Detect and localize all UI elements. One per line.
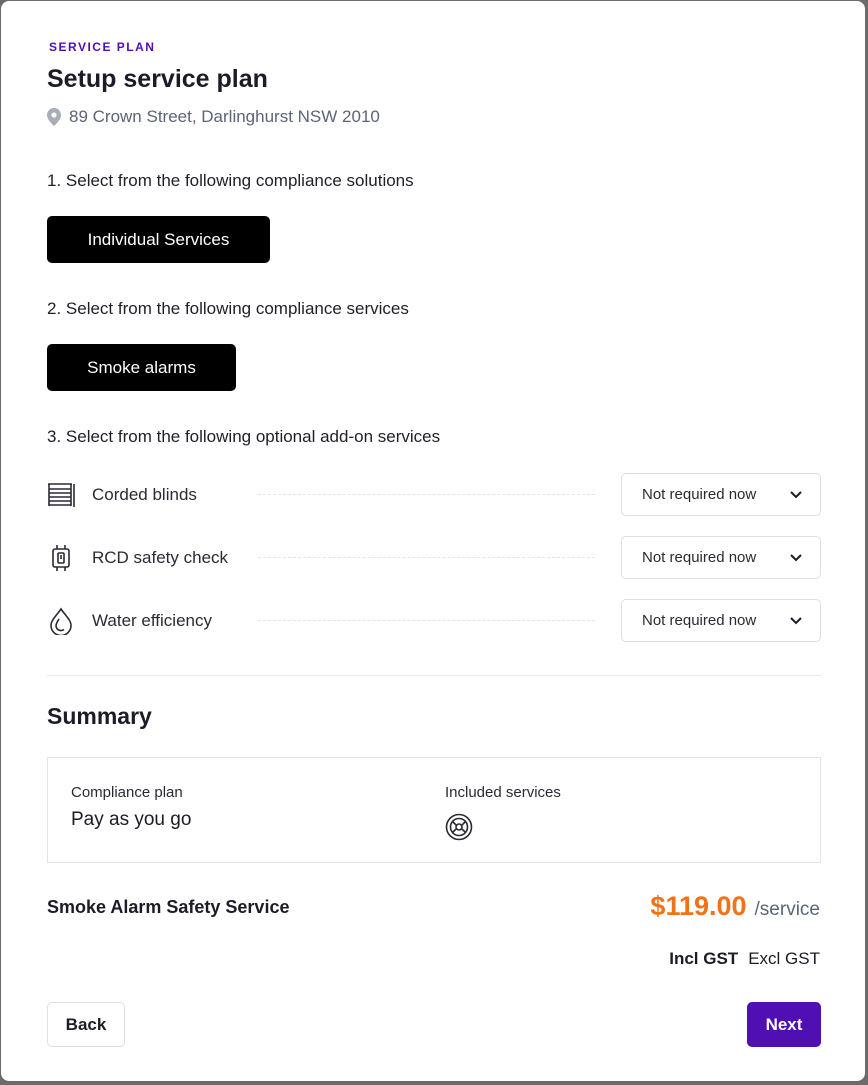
summary-heading: Summary	[47, 703, 152, 729]
step-1-heading: 1. Select from the following compliance solutions	[47, 171, 414, 190]
row-divider	[258, 494, 595, 495]
location-pin-icon	[47, 108, 61, 126]
smoke-alarms-button[interactable]: Smoke alarms	[47, 344, 236, 391]
page-title: Setup service plan	[47, 65, 268, 93]
gst-excl-option[interactable]: Excl GST	[748, 949, 820, 968]
addon-row-water-efficiency	[47, 598, 821, 643]
chevron-down-icon	[790, 486, 802, 503]
address-line	[47, 107, 380, 127]
individual-services-button[interactable]: Individual Services	[47, 216, 270, 263]
gst-incl-option[interactable]: Incl GST	[669, 949, 739, 968]
step-2-heading: 2. Select from the following compliance services	[47, 299, 409, 318]
addon-label: Corded blinds	[92, 484, 197, 504]
water-drop-icon	[47, 607, 75, 635]
price-unit: /service	[754, 899, 820, 920]
select-value: Not required now	[642, 486, 757, 503]
back-button[interactable]: Back	[47, 1002, 125, 1047]
corded-blinds-select[interactable]	[621, 473, 821, 516]
compliance-plan-value: Pay as you go	[71, 809, 192, 830]
addon-row-corded-blinds	[47, 472, 821, 517]
row-divider	[258, 557, 595, 558]
section-divider	[47, 675, 821, 676]
gst-toggle	[669, 949, 820, 969]
step-3-heading: 3. Select from the following optional add-on services	[47, 427, 441, 446]
next-button[interactable]: Next	[747, 1002, 821, 1047]
addon-label: Water efficiency	[92, 610, 212, 630]
summary-card	[47, 757, 821, 863]
rcd-switch-icon	[47, 544, 75, 572]
price-amount: $119.00	[650, 891, 747, 921]
smoke-alarm-icon	[445, 813, 473, 846]
service-name: Smoke Alarm Safety Service	[47, 897, 290, 917]
chevron-down-icon	[790, 549, 802, 566]
rcd-safety-check-select[interactable]	[621, 536, 821, 579]
select-value: Not required now	[642, 549, 757, 566]
compliance-plan-label: Compliance plan	[71, 784, 183, 801]
address-text: 89 Crown Street, Darlinghurst NSW 2010	[69, 107, 380, 126]
eyebrow-label: SERVICE PLAN	[49, 40, 156, 54]
blinds-icon	[47, 481, 75, 509]
chevron-down-icon	[790, 612, 802, 629]
addon-label: RCD safety check	[92, 547, 229, 567]
select-value: Not required now	[642, 612, 757, 629]
price-display	[650, 891, 820, 922]
row-divider	[258, 620, 595, 621]
service-plan-modal	[1, 1, 865, 1081]
included-services-label: Included services	[445, 784, 561, 801]
water-efficiency-select[interactable]	[621, 599, 821, 642]
addon-row-rcd-safety-check	[47, 535, 821, 580]
